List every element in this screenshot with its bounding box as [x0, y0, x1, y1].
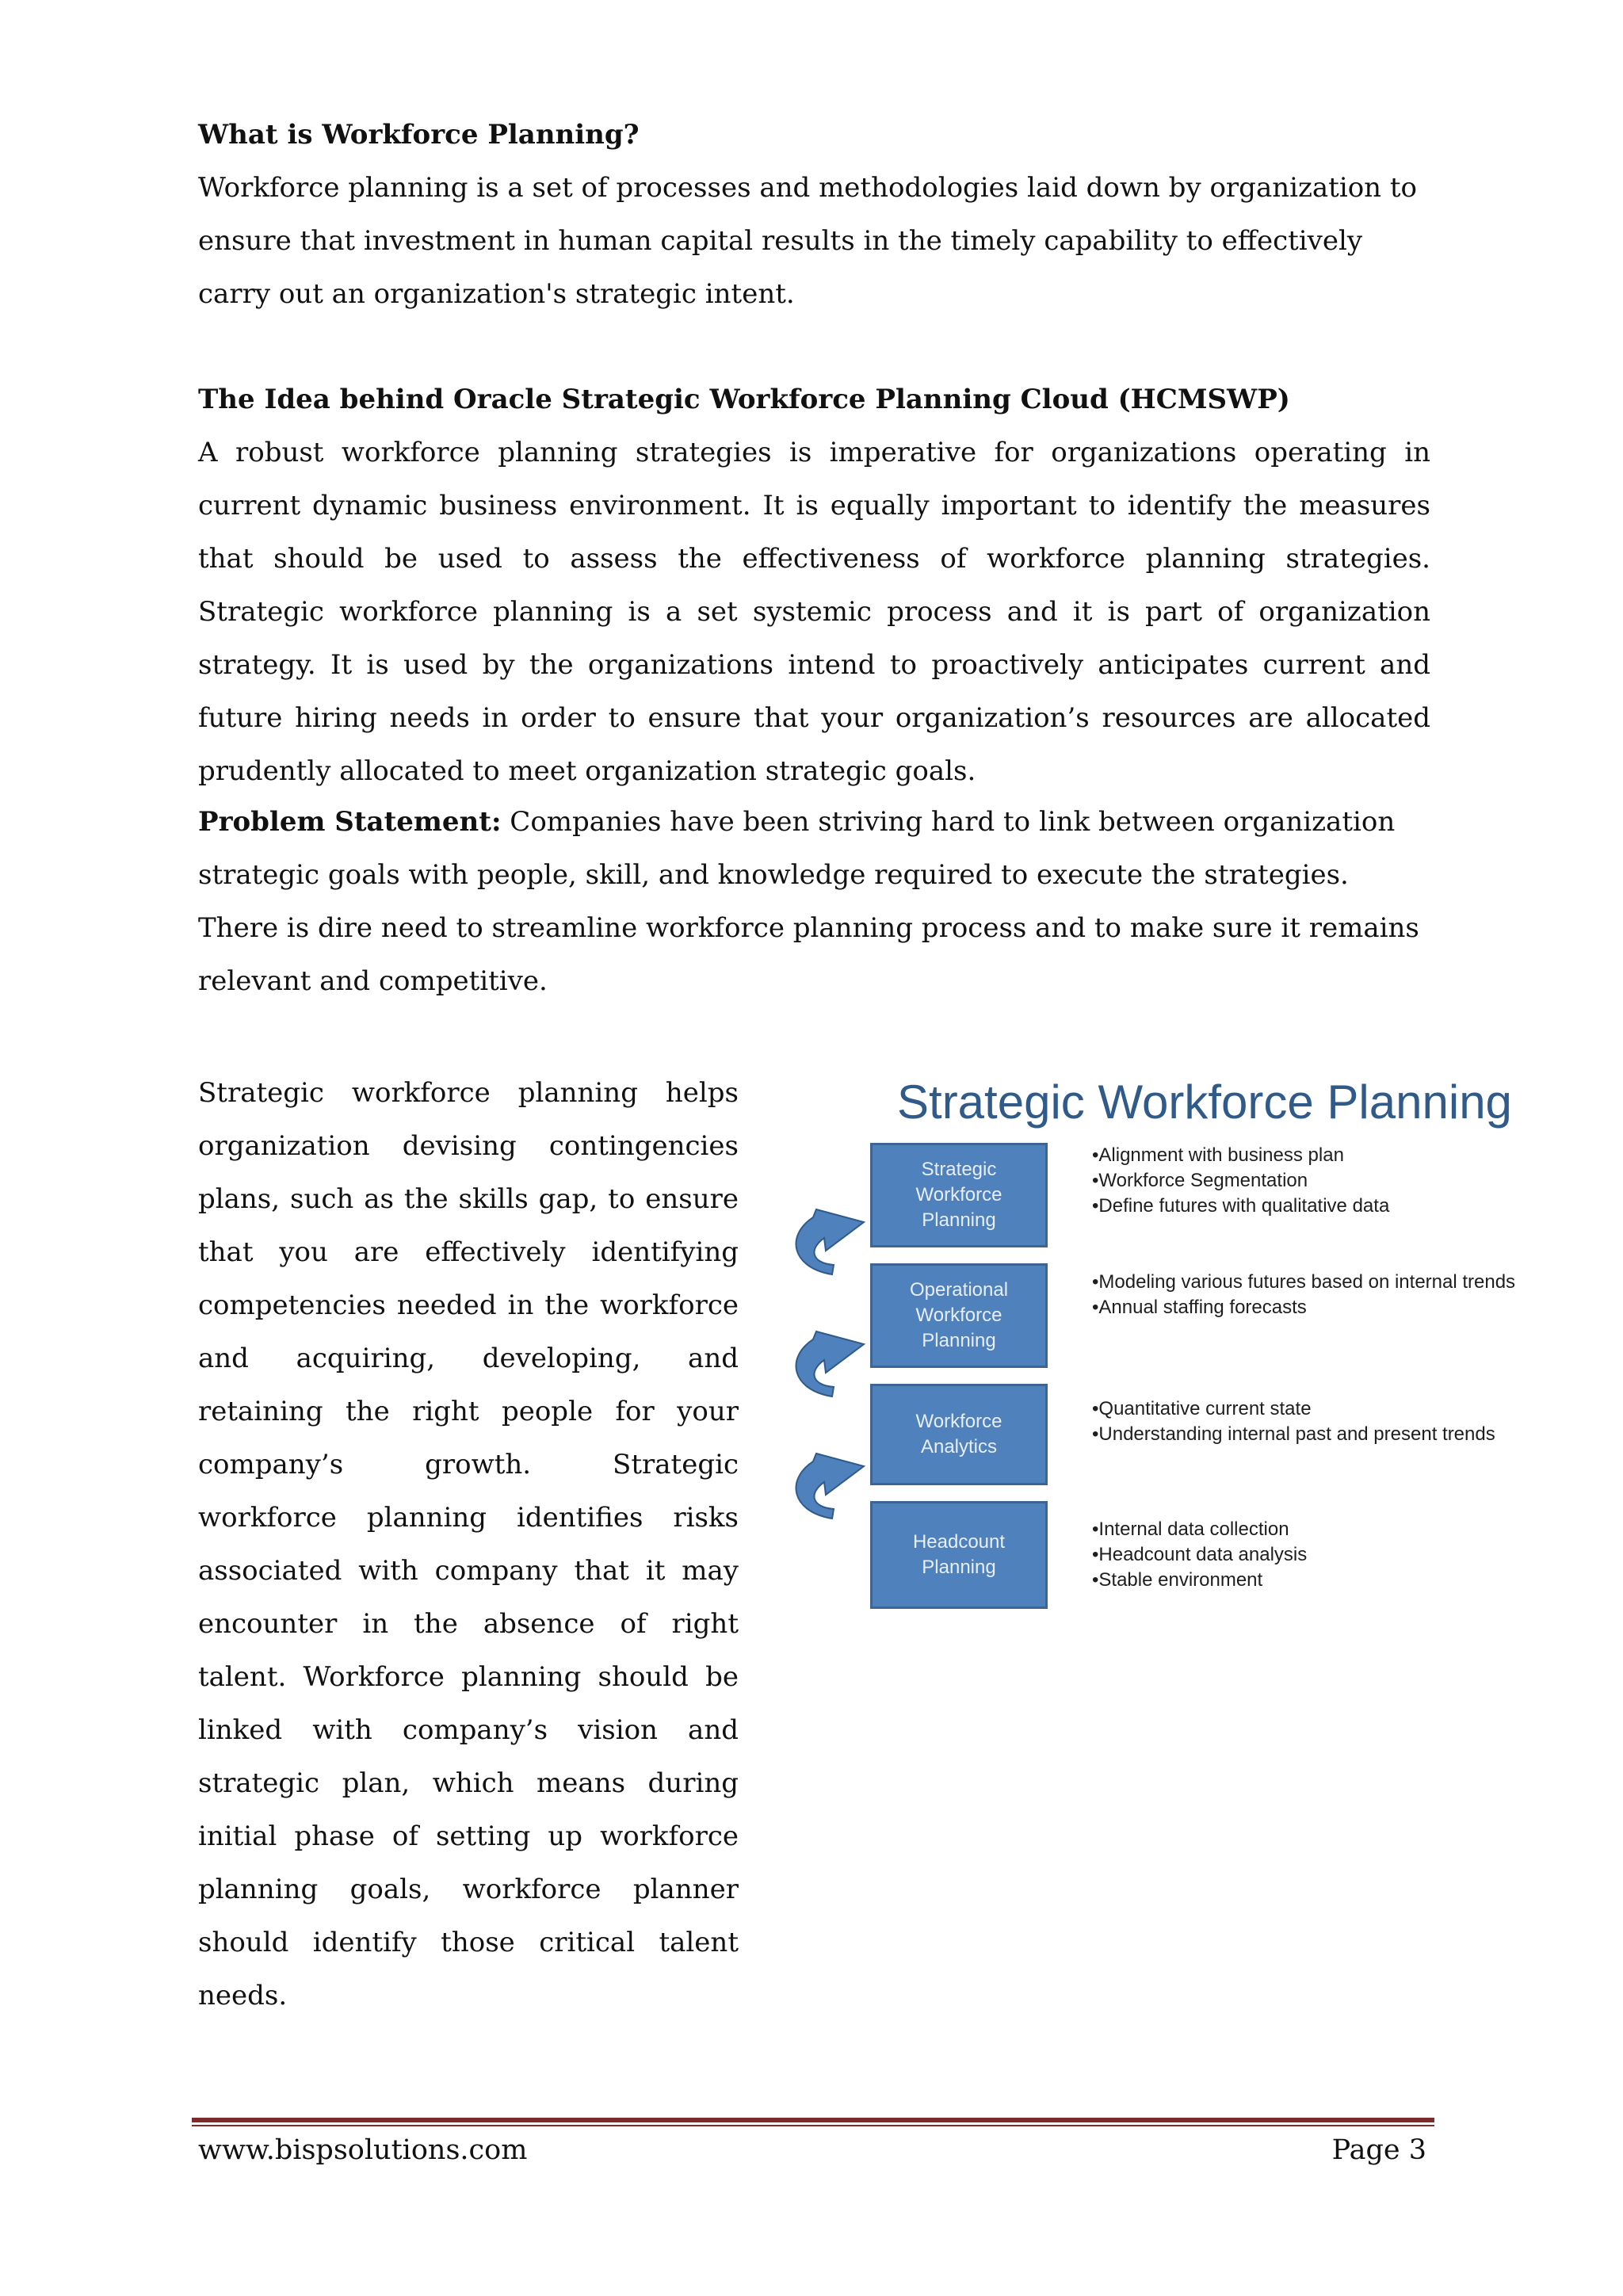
- bullet-item: • Understanding internal past and present trends: [1092, 1422, 1520, 1447]
- strategic-workforce-planning-figure: [785, 1070, 1553, 1625]
- bullet-item: • Workforce Segmentation: [1092, 1168, 1520, 1194]
- bullet-item: • Headcount data analysis: [1092, 1542, 1520, 1568]
- level-box-workforce-analytics: Workforce Analytics: [870, 1384, 1048, 1485]
- bullet-item: • Internal data collection: [1092, 1517, 1520, 1542]
- figure-title: Strategic Workforce Planning: [897, 1075, 1512, 1129]
- level-box-headcount-planning: Headcount Planning: [870, 1501, 1048, 1609]
- curved-arrow-icon: [796, 1331, 864, 1396]
- curved-arrow-icon: [796, 1454, 864, 1519]
- bullet-item: • Modeling various futures based on internal trends: [1092, 1270, 1520, 1295]
- section-body-what-is-workforce-planning: Workforce planning is a set of processes and methodologies laid down by organization to ensure that investment in human capital results in the timely capability to effectively carry out an organization's strategic intent.: [198, 172, 1418, 310]
- footer-website-link[interactable]: www.bispsolutions.com: [198, 2134, 528, 2166]
- bullets-workforce-analytics: [1092, 1396, 1520, 1447]
- bullet-item: • Define futures with qualitative data: [1092, 1194, 1520, 1219]
- bullets-operational-workforce-planning: [1092, 1270, 1520, 1320]
- footer-rule: [192, 2118, 1434, 2122]
- level-box-operational-workforce-planning: Operational Workforce Planning: [870, 1263, 1048, 1368]
- bullet-item: • Stable environment: [1092, 1568, 1520, 1593]
- bullet-item: • Alignment with business plan: [1092, 1143, 1520, 1168]
- bullets-headcount-planning: [1092, 1517, 1520, 1593]
- bullet-item: • Annual staffing forecasts: [1092, 1295, 1520, 1320]
- curved-arrows-graphic: [785, 1070, 872, 1545]
- section-heading-what-is-workforce-planning: What is Workforce Planning?: [198, 119, 640, 151]
- level-box-strategic-workforce-planning: Strategic Workforce Planning: [870, 1143, 1048, 1247]
- section-heading-idea-behind-hcmswp: The Idea behind Oracle Strategic Workforce Planning Cloud (HCMSWP): [198, 384, 1290, 415]
- curved-arrow-icon: [796, 1209, 864, 1274]
- footer-page-number: Page 3: [1331, 2134, 1426, 2166]
- problem-statement-paragraph: [198, 796, 1430, 1008]
- section-body-idea-behind-hcmswp: A robust workforce planning strategies is imperative for organizations operating in current dynamic business environment. It is equally important to identify the measures that should be used to assess the effectiveness of workforce planning strategies. Strategic workforce planning is a set systemic process and it is part of organization strategy. It is used by the organizations intend to proactively anticipates current and future hiring needs in order to ensure that your organization’s resources are allocated prudently allocated to meet organization strategic goals.: [198, 437, 1430, 787]
- bullets-strategic-workforce-planning: [1092, 1143, 1520, 1219]
- problem-statement-body: Companies have been striving hard to link between organization strategic goals with people, skill, and knowledge required to execute the strategies. There is dire need to streamline workforce planning process and to make sure it remains relevant and competitive.: [198, 806, 1419, 997]
- bullet-item: • Quantitative current state: [1092, 1396, 1520, 1422]
- problem-statement-label: Problem Statement:: [198, 806, 502, 838]
- footer-rule-thin: [192, 2125, 1434, 2126]
- strategic-planning-paragraph: Strategic workforce planning helps organization devising contingencies plans, such as the skills gap, to ensure that you are effectively identifying competencies needed in the workforce and acquiring, developing, and retaining the right people for your company’s growth. Strategic workforce planning identifies risks associated with company that it may encounter in the absence of right talent. Workforce planning should be linked with company’s vision and strategic plan, which means during initial phase of setting up workforce planning goals, workforce planner should identify those critical talent needs.: [198, 1077, 739, 2011]
